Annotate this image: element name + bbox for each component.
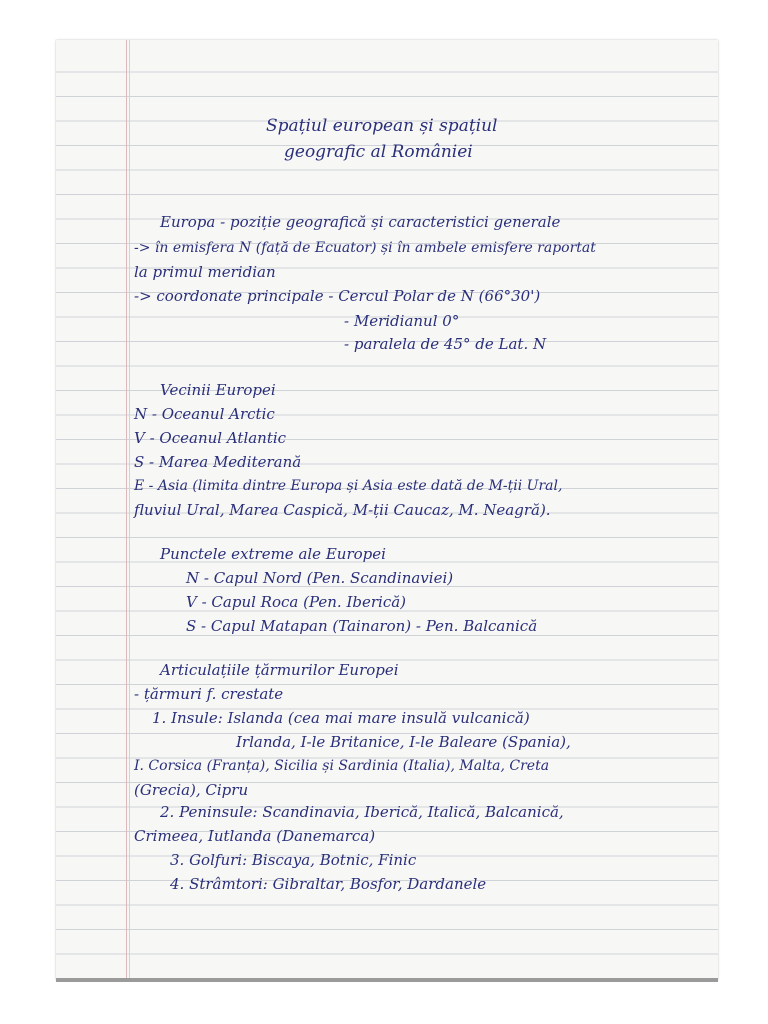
note-line: I. Corsica (Franța), Sicilia și Sardinia (Italia), Malta, Creta xyxy=(134,758,550,774)
note-line: 1. Insule: Islanda (cea mai mare insulă vulcanică) xyxy=(152,709,530,727)
notebook-page xyxy=(56,40,718,980)
section-heading-puncte: Punctele extreme ale Europei xyxy=(160,545,386,563)
section-heading-articulatii: Articulațiile țărmurilor Europei xyxy=(160,661,399,679)
note-line: Irlanda, I-le Britanice, I-le Baleare (Spania), xyxy=(236,733,571,751)
note-line: fluviul Ural, Marea Caspică, M-ții Caucaz, M. Neagră). xyxy=(134,501,551,519)
note-line: S - Marea Mediterană xyxy=(134,453,302,471)
margin-line xyxy=(126,40,127,980)
note-line: 3. Golfuri: Biscaya, Botnic, Finic xyxy=(170,851,417,869)
note-line: -> în emisfera N (față de Ecuator) și în ambele emisfere raportat xyxy=(134,240,596,256)
note-line: 2. Peninsule: Scandinavia, Iberică, Italică, Balcanică, xyxy=(160,803,564,821)
note-line: la primul meridian xyxy=(134,263,276,281)
note-line: V - Capul Roca (Pen. Iberică) xyxy=(186,593,407,611)
note-line: N - Oceanul Arctic xyxy=(134,405,275,423)
margin-line-inner xyxy=(129,40,130,980)
note-line: - țărmuri f. crestate xyxy=(134,685,284,703)
note-line: - Meridianul 0° xyxy=(344,312,460,330)
page-title-line2: geografic al României xyxy=(284,142,473,162)
note-line: -> coordonate principale - Cercul Polar de N (66°30') xyxy=(134,287,541,305)
note-line: N - Capul Nord (Pen. Scandinaviei) xyxy=(186,569,454,587)
section-heading-vecinii: Vecinii Europei xyxy=(160,381,276,399)
page-title-line1: Spațiul european și spațiul xyxy=(266,116,498,136)
note-line: Crimeea, Iutlanda (Danemarca) xyxy=(134,827,376,845)
page-shadow xyxy=(56,978,718,982)
note-line: V - Oceanul Atlantic xyxy=(134,429,287,447)
note-line: E - Asia (limita dintre Europa și Asia este dată de M-ții Ural, xyxy=(134,478,563,494)
note-line: S - Capul Matapan (Tainaron) - Pen. Balcanică xyxy=(186,617,538,635)
note-line: 4. Strâmtori: Gibraltar, Bosfor, Dardanele xyxy=(170,875,487,893)
section-heading-europa: Europa - poziție geografică și caracteristici generale xyxy=(160,213,561,231)
note-line: - paralela de 45° de Lat. N xyxy=(344,335,547,353)
note-line: (Grecia), Cipru xyxy=(134,781,249,799)
